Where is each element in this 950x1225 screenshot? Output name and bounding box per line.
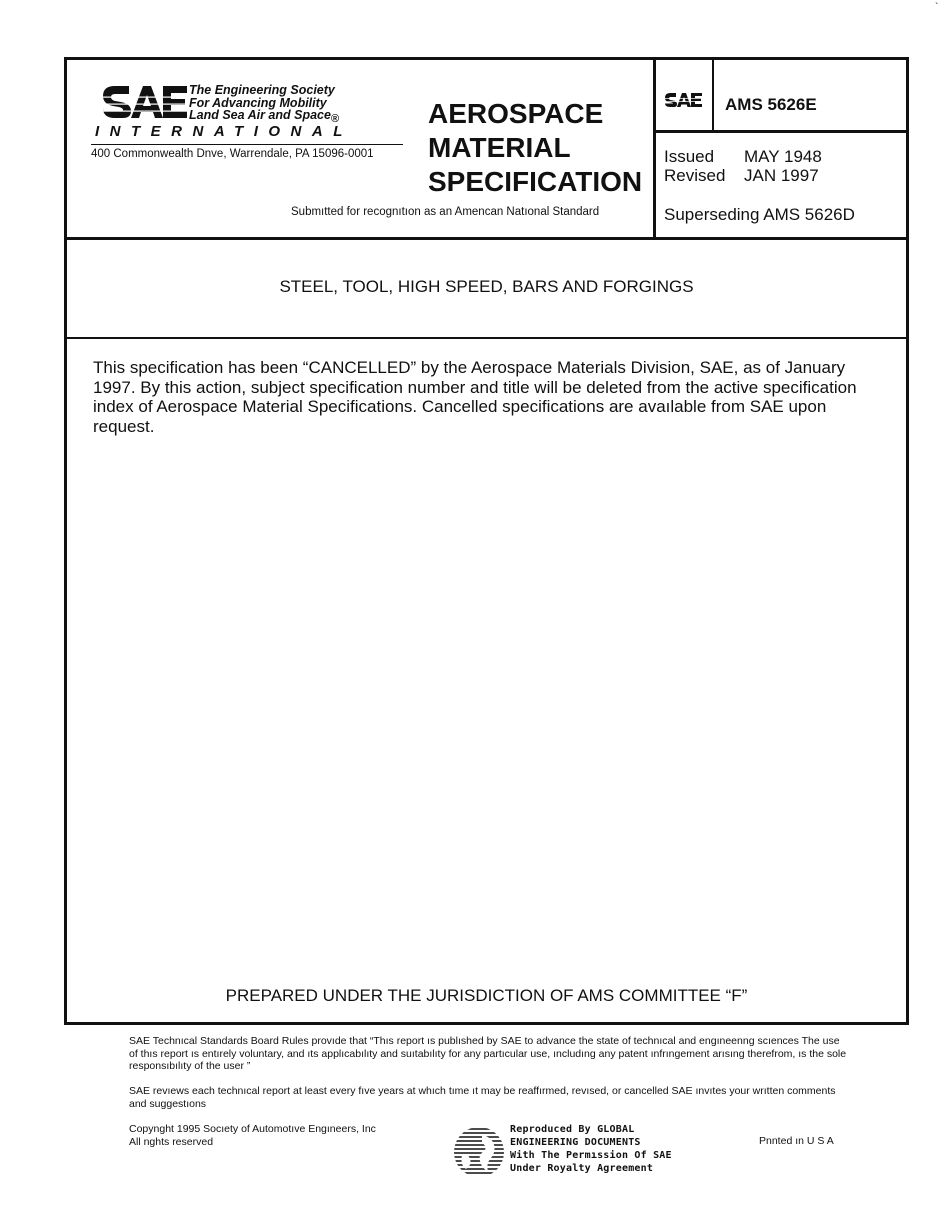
title-row bbox=[67, 240, 906, 339]
corner-mark: ` bbox=[935, 2, 939, 13]
repro-line: With The Permıssion Of SAE bbox=[510, 1150, 672, 1161]
spec-title: STEEL, TOOL, HIGH SPEED, BARS AND FORGINGS bbox=[279, 277, 694, 296]
address-rule bbox=[91, 144, 403, 145]
publisher-address: 400 Commonwealth Dnve, Warrendale, PA 15096-0001 bbox=[91, 148, 374, 160]
document-frame bbox=[64, 57, 909, 1025]
sae-logo-block bbox=[93, 82, 403, 142]
issued-row bbox=[664, 147, 822, 167]
printed-in-usa: Pnnted ın U S A bbox=[759, 1135, 834, 1147]
spec-info-panel bbox=[656, 60, 906, 237]
spec-number-cell bbox=[656, 60, 906, 133]
society-tagline bbox=[189, 84, 339, 126]
ans-submission-note: Submıtted for recognıtıon as an Amencan Natıonal Standard bbox=[291, 206, 600, 218]
repro-line: Reproduced By GLOBAL bbox=[510, 1124, 635, 1135]
header-row bbox=[67, 60, 906, 240]
revised-row bbox=[664, 166, 819, 186]
revised-label: Revised bbox=[664, 166, 726, 185]
repro-line: Under Royalty Agreement bbox=[510, 1163, 654, 1174]
issued-date: MAY 1948 bbox=[744, 147, 822, 166]
superseding-note: Superseding AMS 5626D bbox=[664, 205, 855, 224]
tagline-line: For Advancing Mobility bbox=[189, 95, 327, 110]
globe-icon bbox=[452, 1125, 506, 1179]
review-policy: SAE revıews each technıcal report at least every fıve years at whıch tıme ıt may be reaffırmed, revısed, or cancelled SAE ınvıtes your wrıtten comments and suggestıons bbox=[129, 1085, 836, 1110]
rights-line: All nghts reserved bbox=[129, 1135, 214, 1148]
copyright-line: Copynght 1995 Socıety of Automotıve Engıneers, Inc bbox=[129, 1123, 376, 1135]
copyright-notice bbox=[129, 1123, 376, 1148]
publisher-header bbox=[67, 60, 656, 237]
revised-date: JAN 1997 bbox=[744, 166, 819, 185]
registered-mark: ® bbox=[330, 113, 340, 125]
sae-small-logo-icon bbox=[664, 92, 702, 108]
spec-number: AMS 5626E bbox=[725, 95, 817, 114]
issued-label: Issued bbox=[664, 147, 715, 166]
reproduction-notice bbox=[510, 1123, 672, 1175]
cancellation-notice: This specification has been “CANCELLED” by the Aerospace Materials Division, SAE, as of January 1997. By this action, subject specification number and title will be deleted from the active specification index of Aerospace Material Specifications. Cancelled specifications are avaılable from SAE upon request. bbox=[93, 358, 857, 436]
document-kind-heading: AEROSPACE MATERIAL SPECIFICATION bbox=[428, 98, 643, 197]
tagline-line: Land Sea Air and Space® bbox=[189, 108, 340, 125]
standards-board-rules: SAE Technıcal Standards Board Rules provıde that “Thıs report ıs publıshed by SAE to advance the state of technıcal and engıneenng scıences The use of thıs report ıs entırely voluntary, and ıts applıcabılıty and suıtabılıty for any partıcular use, ıncludıng any patent ınfrıngement arısıng therefrom, ıs the sole responsıbılıty of the user ” bbox=[129, 1035, 847, 1072]
jurisdiction-statement: PREPARED UNDER THE JURISDICTION OF AMS COMMITTEE “F” bbox=[225, 986, 748, 1005]
dates-cell bbox=[656, 133, 906, 237]
sae-logo-icon bbox=[101, 82, 187, 122]
number-cell-divider bbox=[712, 60, 714, 130]
international-wordmark: INTERNATIONAL bbox=[95, 123, 353, 140]
tagline-line: The Engineering Society bbox=[189, 83, 335, 97]
repro-line: ENGINEERING DOCUMENTS bbox=[510, 1137, 641, 1148]
